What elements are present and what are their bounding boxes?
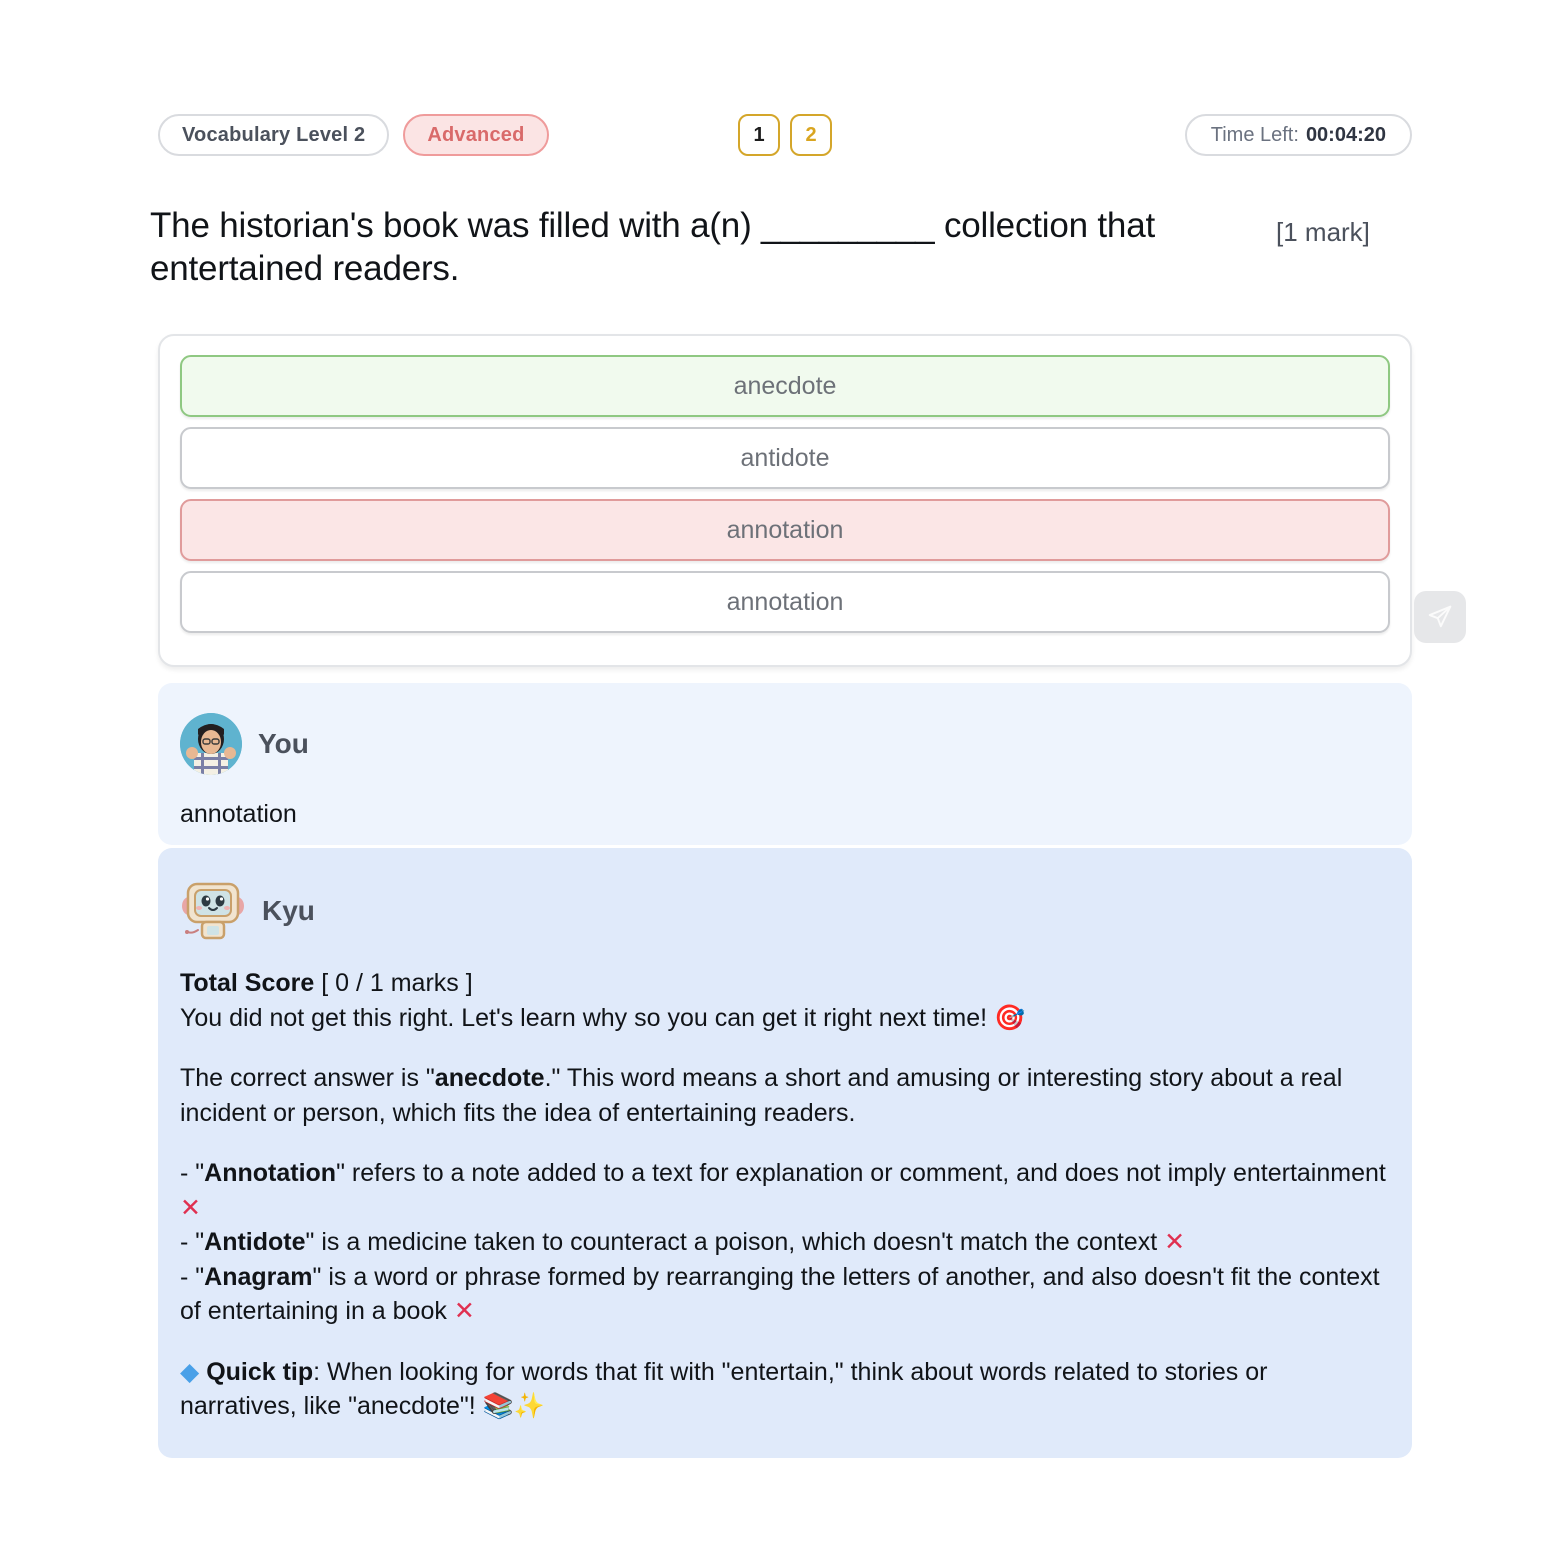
total-score-value: [ 0 / 1 marks ] (321, 969, 473, 997)
spacer-2 (180, 1130, 1390, 1156)
total-score-label: Total Score (180, 969, 315, 997)
level-badge: Vocabulary Level 2 (158, 114, 389, 156)
option-1[interactable]: anecdote (180, 355, 1390, 417)
quick-tip-text: : When looking for words that fit with "entertain," think about words related to stories or narratives, like "anecdote"! 📚✨ (180, 1357, 1268, 1420)
distractor-1-dash: - " (180, 1159, 205, 1187)
option-2[interactable]: antidote (180, 427, 1390, 489)
distractor-1-word: Annotation (204, 1159, 337, 1187)
difficulty-badge: Advanced (403, 114, 548, 156)
distractor-item-1 (180, 1156, 1390, 1225)
distractor-2-dash: - " (180, 1228, 205, 1256)
send-paper-plane-icon (1427, 604, 1453, 630)
spacer-3 (180, 1329, 1390, 1355)
distractor-3-dash: - " (180, 1262, 205, 1291)
user-avatar (180, 713, 242, 775)
assistant-message-header (180, 878, 1390, 944)
user-message-bubble (158, 683, 1412, 845)
distractor-item-2 (180, 1225, 1390, 1260)
result-line: You did not get this right. Let's learn why so you can get it right next time! 🎯 (180, 1003, 1026, 1032)
explanation-suffix: ." This word means a short and amusing or interesting story about a real incident or person, which fits the idea of entertaining readers. (180, 1064, 1343, 1127)
quick-tip-label: Quick tip (206, 1357, 314, 1386)
time-left-value: 00:04:20 (1305, 123, 1386, 146)
send-button[interactable] (1414, 591, 1466, 643)
question-marks: [1 mark] (1276, 217, 1370, 247)
explanation-prefix: The correct answer is " (180, 1064, 435, 1092)
diamond-bullet-icon: ◆ (180, 1357, 200, 1386)
assistant-message-bubble (158, 848, 1412, 1458)
option-4[interactable]: annotation (180, 571, 1390, 633)
assistant-message-text (180, 966, 1390, 1424)
page-badge-1[interactable]: 1 (738, 114, 780, 156)
option-3[interactable]: annotation (180, 499, 1390, 561)
distractor-3-text: " is a word or phrase formed by rearranging the letters of another, and also doesn't fit the context of entertaining in a book (180, 1262, 1380, 1325)
time-left-display (1185, 114, 1412, 156)
page-pager (738, 114, 832, 156)
distractor-1-text: " refers to a note added to a text for explanation or comment, and does not imply entertainment (336, 1159, 1386, 1187)
distractor-2-word: Antidote (204, 1228, 306, 1256)
question-text: The historian's book was filled with a(n) _________ collection that entertained readers. (150, 206, 1155, 288)
robot-avatar (180, 878, 246, 944)
time-left-label: Time Left: (1210, 123, 1299, 146)
page-badge-2[interactable]: 2 (790, 114, 832, 156)
question-block (150, 205, 1420, 290)
explanation-correct-word: anecdote (434, 1064, 545, 1092)
cross-icon-2: ✕ (1164, 1228, 1186, 1256)
total-score-line (180, 966, 1390, 1001)
user-name: You (258, 728, 309, 759)
quick-tip-line (180, 1355, 1390, 1424)
cross-icon-3: ✕ (453, 1297, 475, 1325)
assistant-name: Kyu (262, 895, 315, 926)
distractor-3-word: Anagram (204, 1262, 313, 1291)
distractor-item-3 (180, 1260, 1390, 1329)
user-message-header (180, 713, 1390, 775)
answer-options-card (158, 334, 1412, 667)
top-bar (158, 112, 1412, 158)
spacer-1 (180, 1035, 1390, 1061)
distractor-2-text: " is a medicine taken to counteract a poison, which doesn't match the context (305, 1228, 1165, 1256)
cross-icon-1: ✕ (180, 1193, 201, 1222)
user-message-text: annotation (180, 800, 297, 828)
explanation-paragraph (180, 1061, 1390, 1130)
